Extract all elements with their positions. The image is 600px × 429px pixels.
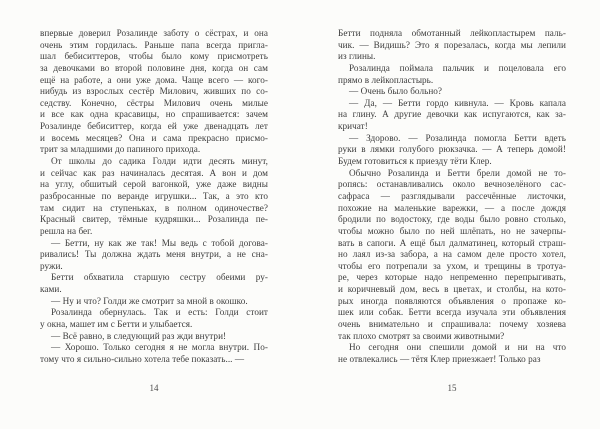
text-line: шал бебиситтеров, чтобы было кому присмотреть — [40, 51, 268, 62]
text-line: ружи. — [40, 260, 63, 271]
text-line: и все как одна красавицы, но спрашивается: зачем — [40, 109, 268, 120]
text-line: ре, через которые надо непременно перепрыгивать, — [338, 272, 566, 283]
text-line: впервые доверил Розалинде заботу о сёстрах, и она — [40, 28, 268, 38]
text-line: Бетти обхватила старшую сестру обеими ру- — [51, 272, 268, 283]
page-15-text-block — [338, 28, 566, 366]
text-line: Обычно Розалинда и Бетти брели домой не то- — [349, 167, 566, 178]
text-line: чтобы можно было по ней шлёпать, но не зачерпы- — [338, 225, 566, 236]
text-line: ривались! Ты должна ждать меня внутри, а не сна- — [40, 249, 268, 260]
text-line: не отвлекались — тётя Клер приезжает! Только раз — [338, 353, 541, 364]
text-line: — Хорошо. Только сегодня я не могла внутри. По- — [51, 342, 268, 353]
text-line: прямо в лейкопластырь. — [338, 74, 434, 85]
text-line: кричат! — [338, 121, 368, 132]
text-line: решла на бег. — [40, 225, 93, 236]
text-line: очень внимательно и спрашивала: почему хозяева — [338, 319, 566, 330]
text-line: трит за младшими до папиного прихода. — [40, 144, 201, 155]
text-line: Бетти подняла обмотанный лейкопластырем паль- — [338, 28, 566, 38]
text-line: ещё на работе, а они уже дома. Чаще всего — кого- — [40, 74, 268, 85]
text-line: Но сегодня они спешили домой и ни на что — [349, 342, 566, 353]
text-line: бродили по водостоку, где воды было ровно столько, — [338, 214, 566, 225]
text-line: Розалинда поймала пальчик и поцеловала его — [349, 62, 566, 73]
text-line: и восемь месяцев? Она и сама прекрасно присмо- — [40, 132, 268, 143]
text-line: седству. Конечно, сёстры Милович очень милые — [40, 97, 268, 108]
text-line: Будем готовиться к приезду тёти Клер. — [338, 156, 492, 167]
text-line: шек или собак. Бетти всегда изучала эти объявления — [338, 307, 566, 318]
text-line: на глину. А другие девочки как испугаются, как за- — [338, 109, 566, 120]
text-line: Розалинде бебиситтер, когда ей уже двенадцать лет — [40, 121, 268, 132]
text-line: ками. — [40, 284, 62, 295]
text-line: так плохо смотрят за своими животными? — [338, 330, 505, 341]
text-line: Красный свитер, тёмные кудряшки... Розалинда пе- — [40, 214, 268, 225]
text-line: но лаял из-за забора, а на самом деле просто хотел, — [338, 249, 566, 260]
text-line: — Бетти, ну как же так! Мы ведь с тобой догова- — [51, 237, 268, 248]
text-line: нибудь из взрослых сестёр Милович, живших по со- — [40, 86, 268, 97]
text-line: ропясь: останавливались около вечнозелёного сас- — [338, 179, 566, 190]
text-line: очень этим гордилась. Раньше папа всегда пригла- — [40, 39, 268, 50]
text-line: разбросанные по веранде игрушки... Так, а это кто — [40, 190, 268, 201]
text-line: у окна, машет им с Бетти и улыбается. — [40, 319, 193, 330]
page-number-right: 15 — [447, 383, 457, 393]
text-line: вать в сапоги. А ещё был далматинец, который страш- — [338, 237, 566, 248]
text-line: — Очень было больно? — [349, 86, 443, 97]
text-line: сафраса — разглядывали рассечённые листочки, — [338, 190, 566, 201]
text-line: От школы до садика Голди идти десять минут, — [51, 156, 268, 167]
text-line: похожие на маленькие варежки, — а после дождя — [338, 202, 566, 213]
text-line: чтобы его потрепали за ухом, и трещины в тротуа- — [338, 260, 566, 271]
text-line: и сейчас как раз начиналась десятая. А вон и дом — [40, 167, 268, 178]
text-line: — Всё равно, в следующий раз жди внутри! — [51, 330, 227, 341]
text-line: рых иногда появляются объявления о пропаже ко- — [338, 295, 566, 306]
text-line: — Здорово. — Розалинда помогла Бетти вдеть — [349, 132, 566, 143]
text-line: чик. — Видишь? Это я порезалась, когда мы лепили — [338, 39, 566, 50]
text-line: — Да, — Бетти гордо кивнула. — Кровь капала — [349, 97, 566, 108]
text-line: из глины. — [338, 51, 376, 62]
page-number-left: 14 — [149, 383, 159, 393]
page-14-text-block — [40, 28, 268, 366]
text-line: тому что я сильно-сильно хотела тебе показать... — — [40, 353, 245, 364]
text-line: на углу, обшитый серой вагонкой, уже даже видны — [40, 179, 268, 190]
text-line: за девочками во второй половине дня, когда он сам — [40, 62, 268, 73]
text-line: руки в лямки голубого рюкзачка. — А теперь домой! — [338, 144, 566, 155]
text-line: Розалинда обернулась. Так и есть: Голди стоит — [51, 307, 268, 318]
text-line: — Ну и что? Голди же смотрит за мной в окошко. — [51, 295, 248, 306]
text-line: и коричневый дом, весь в цветах, и столбы, на кото- — [338, 284, 566, 295]
text-line: там сидит на ступеньках, в полном одиночестве? — [40, 202, 268, 213]
